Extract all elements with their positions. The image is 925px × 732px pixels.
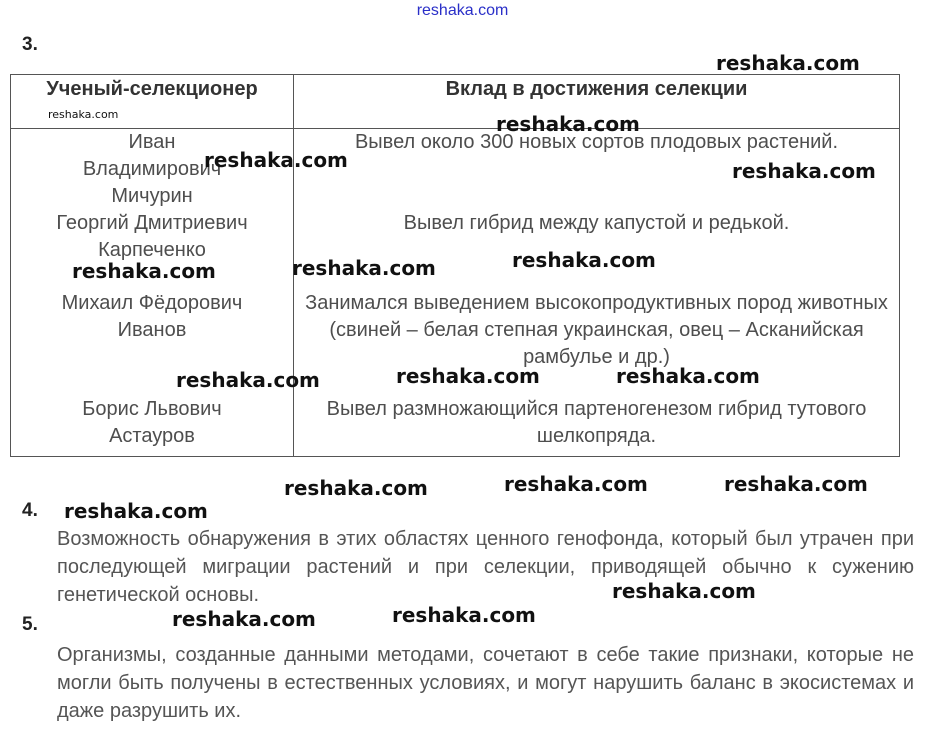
watermark: reshaka.com	[64, 499, 208, 523]
watermark: reshaka.com	[204, 148, 348, 172]
scientist-cell: Иван Владимирович Мичурин	[11, 129, 294, 211]
watermark: reshaka.com	[716, 51, 860, 75]
table-row	[11, 396, 900, 456]
task-4-answer: Возможность обнаружения в этих областях ценного генофонда, который был утрачен при последующей миграции растений и при селекции, приводящей обычно к сужению генетической основы.	[57, 528, 914, 606]
watermark: reshaka.com	[504, 472, 648, 496]
task-5-number: 5.	[22, 614, 38, 635]
watermark: reshaka.com	[292, 256, 436, 280]
task-4-number: 4.	[22, 500, 38, 521]
contribution-cell: Вывел около 300 новых сортов плодовых растений.	[294, 129, 900, 211]
contribution-cell: Вывел размножающийся партеногенезом гибрид тутового шелкопряда.	[294, 396, 900, 456]
site-header-link[interactable]: reshaka.com	[416, 2, 509, 19]
watermark: reshaka.com	[496, 112, 640, 136]
watermark: reshaka.com	[72, 259, 216, 283]
scientist-cell: Борис Львович Астауров	[11, 396, 294, 456]
watermark: reshaka.com	[616, 364, 760, 388]
watermark: reshaka.com	[176, 368, 320, 392]
scientist-cell: Георгий Дмитриевич Карпеченко	[11, 210, 294, 290]
watermark: reshaka.com	[724, 472, 868, 496]
watermark: reshaka.com	[732, 159, 876, 183]
watermark: reshaka.com	[396, 364, 540, 388]
watermark: reshaka.com	[392, 603, 536, 627]
contribution-cell: Занимался выведением высокопродуктивных пород животных (свиней – белая степная украинская, овец – Асканийская рамбулье и др.)	[294, 290, 900, 396]
watermark: reshaka.com	[48, 108, 119, 121]
contribution-cell: Вывел гибрид между капустой и редькой.	[294, 210, 900, 290]
column-header-scientist: Ученый-селекционер	[11, 75, 294, 129]
column-header-contribution: Вклад в достижения селекции	[294, 75, 900, 129]
scientist-cell: Михаил Фёдорович Иванов	[11, 290, 294, 396]
task-5-answer: Организмы, созданные данными методами, сочетают в себе такие признаки, которые не могли быть получены в естественных условиях, и могут нарушить баланс в экосистемах и даже разрушить их.	[57, 644, 914, 722]
table-header-row	[11, 75, 900, 129]
watermark: reshaka.com	[512, 248, 656, 272]
watermark: reshaka.com	[172, 607, 316, 631]
watermark: reshaka.com	[284, 476, 428, 500]
watermark: reshaka.com	[612, 579, 756, 603]
task-3-number: 3.	[22, 34, 38, 55]
